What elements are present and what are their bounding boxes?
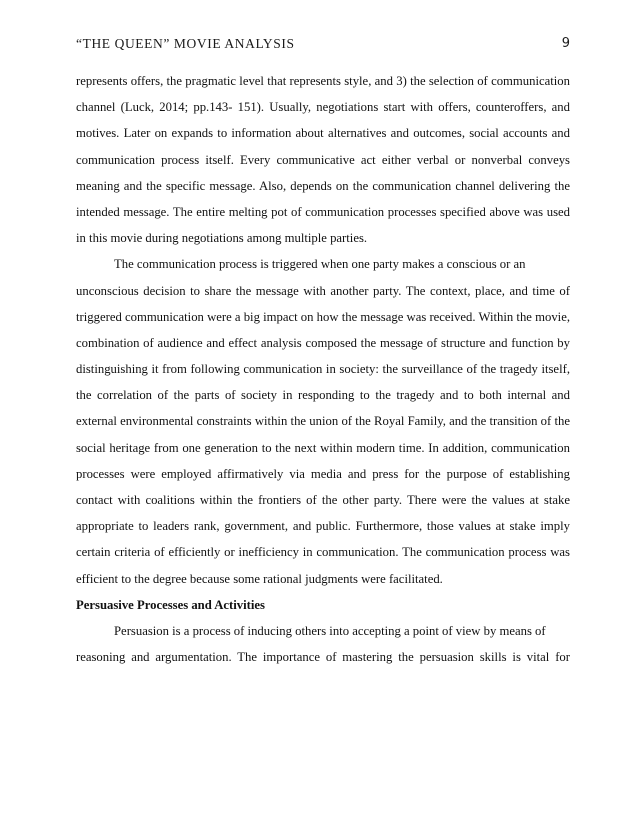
page-header [76,36,570,54]
text-line: reasoning and argumentation. The importance of mastering the persuasion skills is vital for [76,650,570,665]
text-line: external environmental constraints within the union of the Royal Family, and the transition of the [76,414,570,429]
page-number: 9 [561,36,570,51]
text-line: distinguishing it from following communication in society: the surveillance of the tragedy itself, [76,362,570,377]
text-line: The communication process is triggered when one party makes a conscious or an [114,257,526,272]
text-line: contact with coalitions within the frontiers of the other party. There were the values at stake [76,493,570,507]
text-line: unconscious decision to share the message with another party. The context, place, and time of [76,283,570,298]
text-line: efficient to the degree because some rational judgments were facilitated. [76,571,443,586]
text-line: combination of audience and effect analysis composed the message of structure and function by [76,335,570,350]
body-text [76,71,570,673]
text-line: intended message. The entire melting pot of communication processes specified above was used [76,204,570,219]
text-line: in this movie during negotiations among multiple parties. [76,231,368,246]
text-line: channel (Luck, 2014; pp.143- 151). Usually, negotiations start with offers, counteroffers, and [76,100,570,115]
section-heading: Persuasive Processes and Activities [76,597,265,612]
text-line: the correlation of the parts of society in responding to the tragedy and to both internal and [76,388,570,403]
text-line: processes were employed affirmatively via media and press for the purpose of establishing [76,466,570,481]
text-line: Persuasion is a process of inducing others into accepting a point of view by means of [114,623,546,638]
text-line: meaning and the specific message. Also, depends on the communication channel delivering the [76,178,570,193]
running-head: “THE QUEEN” MOVIE ANALYSIS [76,36,295,51]
text-line: social heritage from one generation to the next within modern time. In addition, communication [76,440,570,455]
text-line: certain criteria of efficiently or inefficiency in communication. The communication process was [76,545,570,560]
text-line: represents offers, the pragmatic level that represents style, and 3) the selection of communication [76,74,570,88]
text-line: communication process itself. Every communicative act either verbal or nonverbal conveys [76,152,570,167]
text-line: motives. Later on expands to information about alternatives and outcomes, social accounts and [76,126,570,141]
text-line: appropriate to leaders rank, government, and public. Furthermore, those values at stake imply [76,519,570,534]
text-line: triggered communication were a big impact on how the message was received. Within the movie, [76,309,570,324]
